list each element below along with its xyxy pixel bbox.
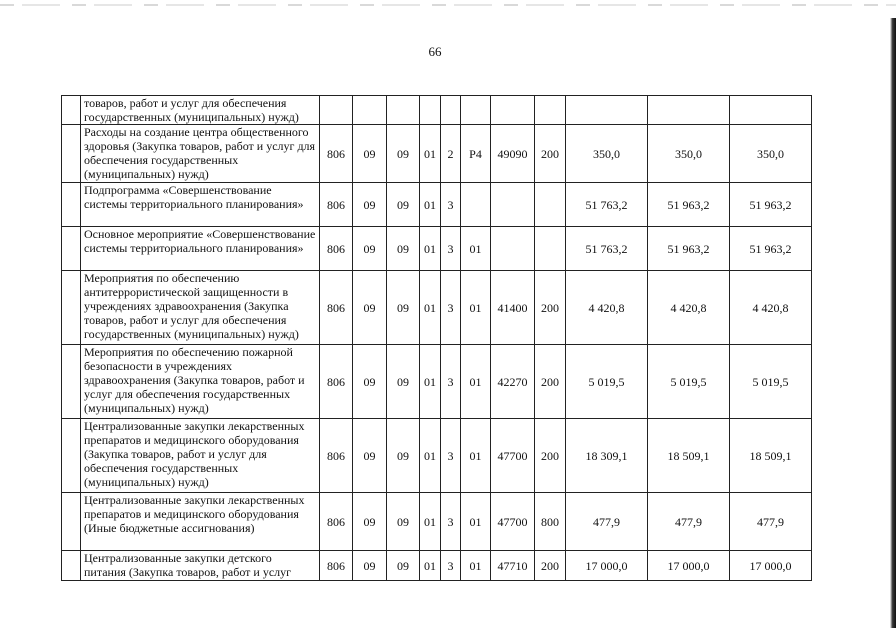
row-v1-cell: 5 019,5 [566,345,648,419]
row-c7-cell: 42270 [491,345,535,419]
row-blank-cell [62,419,81,493]
row-c6-cell: 01 [461,419,491,493]
row-blank-cell [62,551,81,581]
row-v3-cell [730,96,812,125]
row-c7-cell [491,96,535,125]
row-v3-cell: 5 019,5 [730,345,812,419]
table-row [62,419,812,493]
row-c6-cell [461,96,491,125]
row-v2-cell: 18 509,1 [648,419,730,493]
row-c1-cell: 806 [320,493,353,551]
row-c5-cell: 2 [441,125,461,183]
row-v2-cell: 17 000,0 [648,551,730,581]
row-v2-cell: 4 420,8 [648,271,730,345]
scan-edge-right [890,18,896,628]
row-v2-cell: 51 963,2 [648,183,730,227]
table-row [62,227,812,271]
row-c2-cell: 09 [353,227,387,271]
row-c6-cell: 01 [461,345,491,419]
row-v3-cell: 51 963,2 [730,183,812,227]
row-v3-cell: 17 000,0 [730,551,812,581]
row-c3-cell: 09 [387,183,420,227]
row-v1-cell: 51 763,2 [566,183,648,227]
row-name-cell: Подпрограмма «Совершенствование системы территориального планирования» [81,183,320,227]
row-c5-cell [441,96,461,125]
row-c3-cell: 09 [387,125,420,183]
row-blank-cell [62,96,81,125]
row-v1-cell: 18 309,1 [566,419,648,493]
row-c2-cell: 09 [353,493,387,551]
row-v1-cell: 4 420,8 [566,271,648,345]
row-c2-cell: 09 [353,345,387,419]
row-c8-cell: 200 [535,551,566,581]
row-v2-cell: 5 019,5 [648,345,730,419]
row-v2-cell: 51 963,2 [648,227,730,271]
row-c1-cell: 806 [320,271,353,345]
table-row [62,551,812,581]
row-c6-cell: P4 [461,125,491,183]
row-v1-cell: 17 000,0 [566,551,648,581]
row-c8-cell [535,183,566,227]
row-c8-cell [535,227,566,271]
row-c2-cell: 09 [353,183,387,227]
scan-edge-top [0,4,896,6]
row-c6-cell: 01 [461,493,491,551]
row-name-cell: Мероприятия по обеспечению антитеррористической защищенности в учреждениях здравоохранения (Закупка товаров, работ и услуг для обеспечения государственных (муниципальных) нужд) [81,271,320,345]
row-c2-cell: 09 [353,125,387,183]
row-c6-cell: 01 [461,551,491,581]
row-c3-cell: 09 [387,551,420,581]
row-c7-cell [491,183,535,227]
table-row [62,271,812,345]
row-blank-cell [62,125,81,183]
row-c4-cell: 01 [420,125,441,183]
row-v2-cell: 477,9 [648,493,730,551]
row-c5-cell: 3 [441,345,461,419]
row-c4-cell: 01 [420,183,441,227]
row-name-cell: товаров, работ и услуг для обеспечения государственных (муниципальных) нужд) [81,96,320,125]
row-c7-cell: 47700 [491,419,535,493]
row-v3-cell: 4 420,8 [730,271,812,345]
table-row [62,345,812,419]
row-c7-cell: 47710 [491,551,535,581]
row-c5-cell: 3 [441,419,461,493]
row-c2-cell: 09 [353,551,387,581]
row-v3-cell: 18 509,1 [730,419,812,493]
row-c5-cell: 3 [441,183,461,227]
row-c1-cell: 806 [320,419,353,493]
row-v1-cell: 51 763,2 [566,227,648,271]
row-name-cell: Централизованные закупки детского питания (Закупка товаров, работ и услуг [81,551,320,581]
row-blank-cell [62,493,81,551]
table-row [62,183,812,227]
row-c3-cell: 09 [387,227,420,271]
row-name-cell: Централизованные закупки лекарственных препаратов и медицинского оборудования (Закупка товаров, работ и услуг для обеспечения государственных (муниципальных) нужд) [81,419,320,493]
row-name-cell: Централизованные закупки лекарственных препаратов и медицинского оборудования (Иные бюджетные ассигнования) [81,493,320,551]
row-c8-cell: 200 [535,125,566,183]
row-blank-cell [62,271,81,345]
budget-table [61,95,812,581]
page-number: 66 [428,44,442,59]
table-row [62,493,812,551]
row-c2-cell [353,96,387,125]
row-c4-cell: 01 [420,271,441,345]
row-v2-cell: 350,0 [648,125,730,183]
row-v3-cell: 350,0 [730,125,812,183]
row-c3-cell: 09 [387,271,420,345]
row-blank-cell [62,183,81,227]
row-c5-cell: 3 [441,271,461,345]
row-c3-cell: 09 [387,419,420,493]
row-c7-cell: 49090 [491,125,535,183]
row-c7-cell: 41400 [491,271,535,345]
row-c1-cell: 806 [320,345,353,419]
row-c3-cell: 09 [387,493,420,551]
row-c3-cell: 09 [387,345,420,419]
row-c8-cell: 200 [535,271,566,345]
row-c7-cell: 47700 [491,493,535,551]
row-c4-cell: 01 [420,551,441,581]
row-c7-cell [491,227,535,271]
row-c1-cell: 806 [320,125,353,183]
row-v1-cell: 350,0 [566,125,648,183]
row-c8-cell [535,96,566,125]
row-c6-cell: 01 [461,227,491,271]
row-c2-cell: 09 [353,271,387,345]
row-c8-cell: 200 [535,345,566,419]
row-c8-cell: 200 [535,419,566,493]
row-name-cell: Мероприятия по обеспечению пожарной безопасности в учреждениях здравоохранения (Закупка товаров, работ и услуг для обеспечения государственных (муниципальных) нужд) [81,345,320,419]
row-c4-cell: 01 [420,419,441,493]
row-c4-cell: 01 [420,345,441,419]
row-v3-cell: 477,9 [730,493,812,551]
table-row [62,125,812,183]
row-c5-cell: 3 [441,493,461,551]
row-v1-cell [566,96,648,125]
row-c1-cell [320,96,353,125]
row-blank-cell [62,345,81,419]
row-c1-cell: 806 [320,551,353,581]
row-c8-cell: 800 [535,493,566,551]
row-v2-cell [648,96,730,125]
row-blank-cell [62,227,81,271]
row-c4-cell: 01 [420,493,441,551]
row-c5-cell: 3 [441,227,461,271]
row-name-cell: Расходы на создание центра общественного здоровья (Закупка товаров, работ и услуг для обеспечения государственных (муниципальных) нужд) [81,125,320,183]
row-name-cell: Основное мероприятие «Совершенствование системы территориального планирования» [81,227,320,271]
row-v1-cell: 477,9 [566,493,648,551]
row-c4-cell [420,96,441,125]
row-c1-cell: 806 [320,227,353,271]
row-c5-cell: 3 [441,551,461,581]
row-c6-cell: 01 [461,271,491,345]
row-c4-cell: 01 [420,227,441,271]
row-c6-cell [461,183,491,227]
row-c3-cell [387,96,420,125]
table-row [62,96,812,125]
row-v3-cell: 51 963,2 [730,227,812,271]
row-c1-cell: 806 [320,183,353,227]
row-c2-cell: 09 [353,419,387,493]
